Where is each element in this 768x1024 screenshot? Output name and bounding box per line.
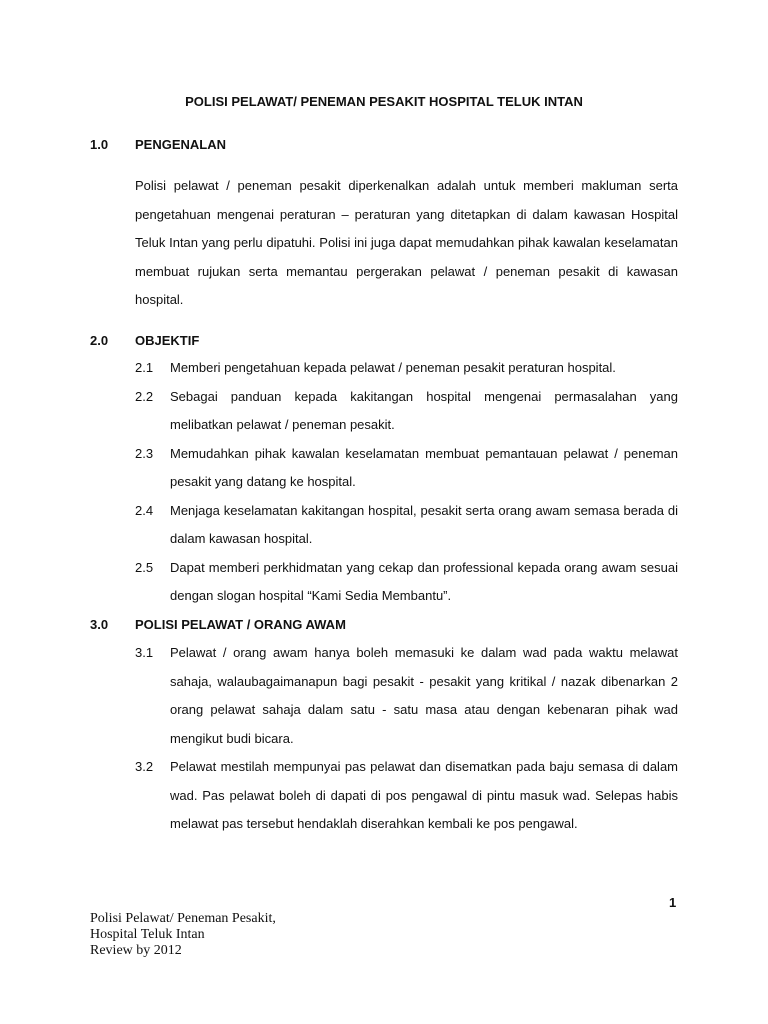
item-text: Dapat memberi perkhidmatan yang cekap dan professional kepada orang awam sesuai dengan slogan hospital “Kami Sedia Membantu”. [170, 559, 678, 603]
section-title: OBJEKTIF [135, 333, 200, 348]
page-footer [90, 911, 276, 959]
list-item [135, 639, 678, 753]
section-title: PENGENALAN [135, 137, 227, 152]
list-item [135, 497, 678, 554]
item-text: Pelawat / orang awam hanya boleh memasuki ke dalam wad pada waktu melawat sahaja, walaubagaimanapun bagi pesakit - pesakit yang kritikal / nazak dibenarkan 2 orang pelawat sahaja dalam satu - satu masa atau dengan kebenaran pihak wad mengikut budi bicara. [170, 645, 678, 746]
list-item [135, 554, 678, 611]
item-number: 3.2 [135, 759, 154, 774]
page-number: 1 [669, 895, 677, 910]
section-heading-polisi-pelawat [90, 617, 346, 632]
footer-line: Polisi Pelawat/ Peneman Pesakit, [90, 911, 276, 926]
list-item [135, 354, 678, 383]
item-number: 2.4 [135, 502, 154, 518]
item-text: Sebagai panduan kepada kakitangan hospital mengenai permasalahan yang melibatkan pelawat / peneman pesakit. [170, 388, 678, 432]
item-text: Memberi pengetahuan kepada pelawat / peneman pesakit peraturan hospital. [170, 360, 616, 375]
item-number: 3.1 [135, 645, 154, 660]
section-heading-pengenalan [90, 137, 226, 152]
item-number: 2.2 [135, 388, 154, 404]
item-text: Memudahkan pihak kawalan keselamatan membuat pemantauan pelawat / peneman pesakit yang datang ke hospital. [170, 445, 678, 489]
item-number: 2.1 [135, 360, 154, 375]
polisi-pelawat-list [135, 639, 678, 839]
list-item [135, 753, 678, 839]
item-number: 2.5 [135, 559, 154, 575]
item-number: 2.3 [135, 445, 154, 461]
pengenalan-paragraph: Polisi pelawat / peneman pesakit diperkenalkan adalah untuk memberi makluman serta pengetahuan mengenai peraturan – peraturan yang ditetapkan di dalam kawasan Hospital Teluk Intan yang perlu dipatuhi. Polisi ini juga dapat memudahkan pihak kawalan keselamatan membuat rujukan serta memantau pergerakan pelawat / peneman pesakit di kawasan hospital. [135, 178, 678, 307]
section-number: 1.0 [90, 137, 109, 152]
section-number: 3.0 [90, 617, 109, 632]
footer-line: Hospital Teluk Intan [90, 927, 205, 942]
section-heading-objektif [90, 333, 199, 348]
list-item [135, 383, 678, 440]
list-item [135, 440, 678, 497]
footer-line: Review by 2012 [90, 943, 182, 958]
section-title: POLISI PELAWAT / ORANG AWAM [135, 617, 346, 632]
objektif-list [135, 354, 678, 611]
section-number: 2.0 [90, 333, 109, 348]
document-title: POLISI PELAWAT/ PENEMAN PESAKIT HOSPITAL TELUK INTAN [185, 94, 583, 109]
item-text: Pelawat mestilah mempunyai pas pelawat dan disematkan pada baju semasa di dalam wad. Pas pelawat boleh di dapati di pos pengawal di pintu masuk wad. Selepas habis melawat pas tersebut hendaklah diserahkan kembali ke pos pengawal. [170, 759, 678, 831]
item-text: Menjaga keselamatan kakitangan hospital, pesakit serta orang awam semasa berada di dalam kawasan hospital. [170, 502, 678, 546]
